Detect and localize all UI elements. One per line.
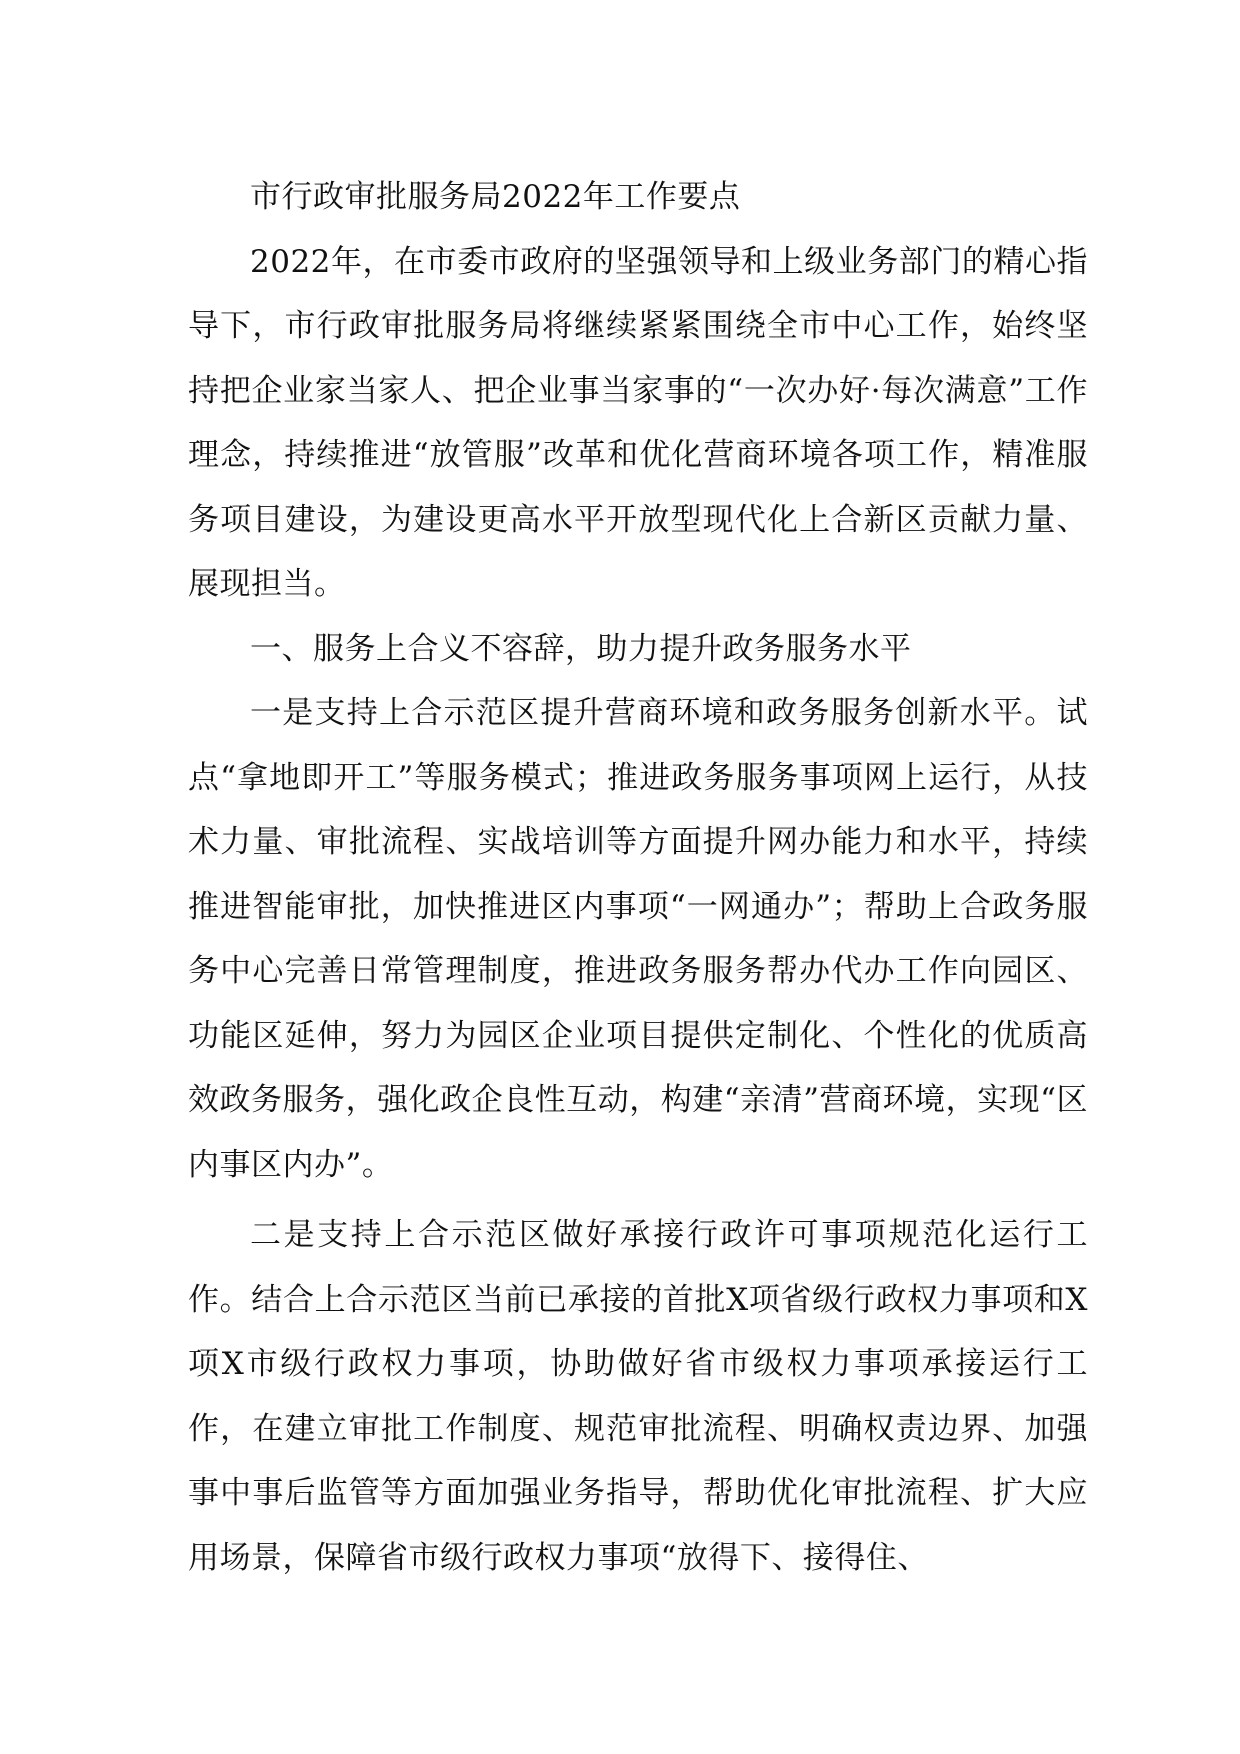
- item-paragraph-1: 一是支持上合示范区提升营商环境和政务服务创新水平。试点“拿地即开工”等服务模式；推进政务服务事项网上运行，从技术力量、审批流程、实战培训等方面提升网办能力和水平，持续推进智能审批，加快推进区内事项“一网通办”；帮助上合政务服务中心完善日常管理制度，推进政务服务帮办代办工作向园区、功能区延伸，努力为园区企业项目提供定制化、个性化的优质高效政务服务，强化政企良性互动，构建“亲清”营商环境，实现“区内事区内办”。: [188, 695, 1088, 1183]
- intro-paragraph: 2022年，在市委市政府的坚强领导和上级业务部门的精心指导下，市行政审批服务局将继续紧紧围绕全市中心工作，始终坚持把企业家当家人、把企业事当家事的“一次办好·每次满意”工作理念，持续推进“放管服”改革和优化营商环境各项工作，精准服务项目建设，为建设更高水平开放型现代化上合新区贡献力量、展现担当。: [188, 243, 1088, 602]
- document-body: [188, 165, 1088, 1590]
- item-paragraph-2: 二是支持上合示范区做好承接行政许可事项规范化运行工作。结合上合示范区当前已承接的首批X项省级行政权力事项和X项X市级行政权力事项，协助做好省市级权力事项承接运行工作，在建立审批工作制度、规范审批流程、明确权责边界、加强事中事后监管等方面加强业务指导，帮助优化审批流程、扩大应用场景，保障省市级行政权力事项“放得下、接得住、: [188, 1217, 1088, 1576]
- document-title: 市行政审批服务局2022年工作要点: [250, 179, 741, 215]
- section-heading-1: 一、服务上合义不容辞，助力提升政务服务水平: [250, 630, 912, 667]
